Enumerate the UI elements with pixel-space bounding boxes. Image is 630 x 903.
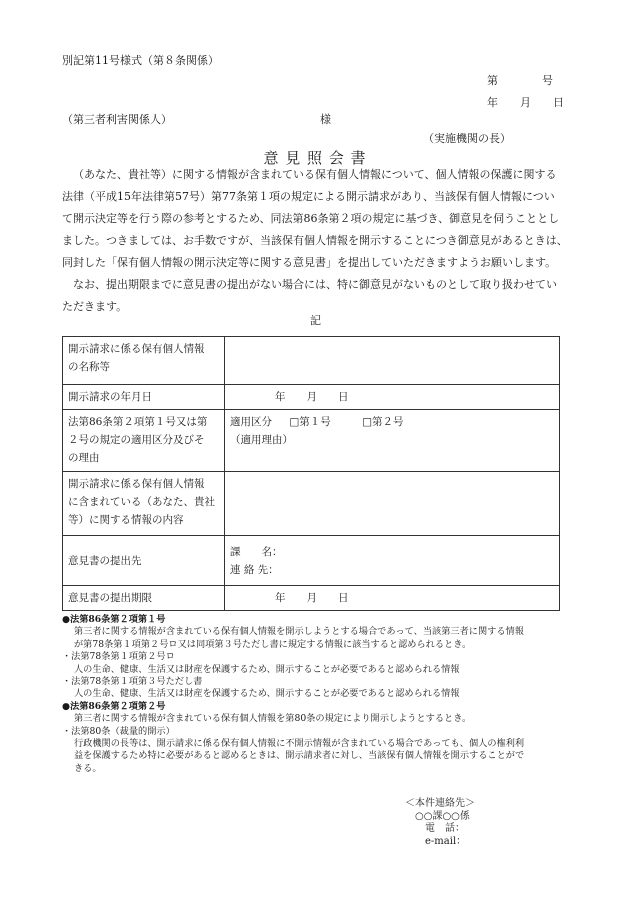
body-line: なお、提出期限までに意見書の提出がない場合には、特に御意見がないものとして取り扱わせてい [73,278,557,291]
note-text: きる。 [74,762,102,774]
table-row [63,385,560,410]
category-label: 適用区分 [230,416,272,428]
contact-block [405,798,475,848]
contact-dept: ○○課○○係 [415,810,470,822]
label-request-date: 開示請求の年月日 [63,385,225,410]
option-no2-checkbox[interactable]: □第２号 [362,416,404,428]
reason-label: （適用理由） [230,434,293,446]
inquiry-table [62,336,560,611]
body-line: 法律（平成15年法律第57号）第77条第１項の規定による開示請求があり、当該保有個人情報につい [62,190,555,203]
body-line: ただきます。 [62,300,128,313]
addressee: （第三者利害関係人） [62,113,172,126]
body-line: て開示決定等を行う際の参考とするため、同法第86条第２項の規定に基づき、御意見を伺うこととし [62,212,560,225]
table-row [63,410,560,472]
page-title: 意 見 照 会 書 [263,149,367,167]
contact-phone: 電 話： [425,823,465,834]
label-info-name: 開示請求に係る保有個人情報 の名称等 [63,337,225,385]
value-applicable-category [225,410,560,472]
note-text: が第78条第１項第２号ロ又は同項第３号ただし書に規定する情報に該当すると認められるとき。 [74,638,472,650]
note-text: 行政機関の長等は、開示請求に係る保有個人情報に不開示情報が含まれている場合であっても、個人の権利利 [74,738,525,750]
addressee-honorific: 様 [320,113,331,126]
note-text: 第三者に関する情報が含まれている保有個人情報を開示しようとする場合であって、当該第三者に関する情報 [74,626,524,638]
note-heading: ・法第78条第１項第２号ロ [62,651,175,663]
value-info-content [225,472,560,536]
value-request-date: 年 月 日 [225,385,560,410]
ki-marker: 記 [310,314,321,327]
body-line: 同封した「保有個人情報の開示決定等に関する意見書」を提出していただきますようお願いします。 [62,256,557,269]
note-heading: ・法第80条（裁量的開示） [62,725,175,737]
value-submission-deadline: 年 月 日 [225,586,560,611]
table-row [63,586,560,611]
note-text: 益を保護するため特に必要があると認めるときは、開示請求者に対し、当該保有個人情報を開示することがで [74,750,525,762]
option-no1-checkbox[interactable]: □第１号 [289,416,331,428]
table-row [63,472,560,536]
table-row [63,337,560,385]
label-submission-deadline: 意見書の提出期限 [63,586,225,611]
note-text: 第三者に関する情報が含まれている保有個人情報を第80条の規定により開示しようとするとき。 [74,713,472,725]
note-text: 人の生命、健康、生活又は財産を保護するため、開示することが必要であると認められる情報 [74,663,460,675]
label-applicable-category: 法第86条第２項第１号又は第 ２号の規定の適用区分及びそ の理由 [63,410,225,472]
contact-field: 連 絡 先： [230,563,279,576]
document-date: 年 月 日 [487,96,564,109]
table-row [63,536,560,586]
dept-name-field: 課 名： [230,545,283,558]
contact-heading: ＜本件連絡先＞ [405,798,475,809]
note-text: 人の生命、健康、生活又は財産を保護するため、開示することが必要であると認められる情報 [74,688,460,700]
contact-email: e-mail： [425,835,467,847]
form-id: 別記第11号様式（第８条関係） [62,54,219,67]
note-heading: ●法第86条第２項第１号 [62,614,166,625]
sender: （実施機関の長） [423,132,511,145]
note-heading: ●法第86条第２項第２号 [62,700,166,712]
label-info-content: 開示請求に係る保有個人情報 に含まれている（あなた、貴社 等）に関する情報の内容 [63,472,225,536]
value-info-name [225,337,560,385]
body-paragraph [62,164,572,318]
value-submission-destination [225,536,560,586]
document-number: 第 号 [487,74,553,87]
legal-notes [62,614,572,775]
body-line: ました。つきましては、お手数ですが、当該保有個人情報を開示することにつき御意見があるときは、 [62,234,568,247]
body-line: （あなた、貴社等）に関する情報が含まれている保有個人情報について、個人情報の保護に関する [73,168,557,181]
note-heading: ・法第78条第１項第３号ただし書 [62,676,203,688]
label-submission-destination: 意見書の提出先 [63,536,225,586]
